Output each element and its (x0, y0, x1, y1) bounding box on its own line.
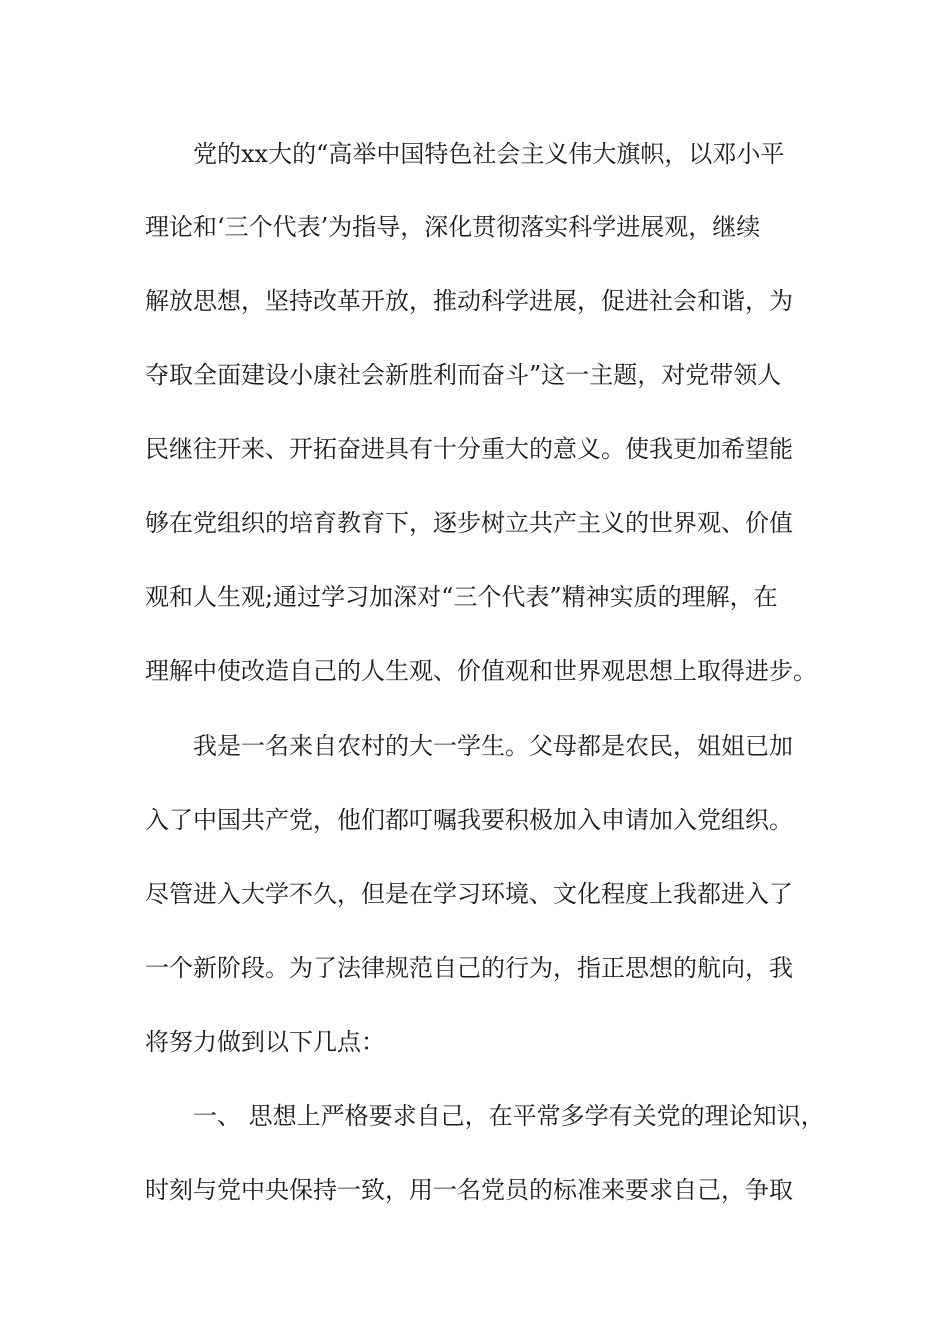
paragraph-2-line-4: 一个新阶段。为了法律规范自己的行为，指正思想的航向，我 (145, 954, 793, 982)
paragraph-1-line-4: 夺取全面建设小康社会新胜利而奋斗”这一主题，对党带领人 (145, 361, 782, 389)
paragraph-1-line-3: 解放思想，坚持改革开放，推动科学进展，促进社会和谐，为 (145, 287, 793, 315)
paragraph-2-line-2: 入了中国共产党，他们都叮嘱我要积极加入申请加入党组织。 (145, 806, 793, 834)
paragraph-1-line-8: 理解中使改造自己的人生观、价值观和世界观思想上取得进步。 (145, 657, 817, 685)
paragraph-1-line-7: 观和人生观;通过学习加深对“三个代表”精神实质的理解，在 (145, 583, 778, 611)
paragraph-2-line-1: 我是一名来自农村的大一学生。父母都是农民，姐姐已加 (193, 732, 793, 760)
paragraph-2-line-5: 将努力做到以下几点： (145, 1028, 385, 1056)
list-item-1-line-2: 时刻与党中央保持一致，用一名党员的标准来要求自己，争取 (145, 1176, 793, 1204)
paragraph-2-line-3: 尽管进入大学不久，但是在学习环境、文化程度上我都进入了 (145, 880, 793, 908)
list-item-1-line-1: 一、 思想上严格要求自己，在平常多学有关党的理论知识， (193, 1102, 825, 1130)
paragraph-1-line-5: 民继往开来、开拓奋进具有十分重大的意义。使我更加希望能 (145, 435, 793, 463)
paragraph-1-line-6: 够在党组织的培育教育下，逐步树立共产主义的世界观、价值 (145, 509, 793, 537)
paragraph-1-line-1: 党的xx大的“高举中国特色社会主义伟大旗帜，以邓小平 (193, 140, 785, 168)
paragraph-1-line-2: 理论和‘三个代表’为指导，深化贯彻落实科学进展观，继续 (145, 213, 761, 241)
